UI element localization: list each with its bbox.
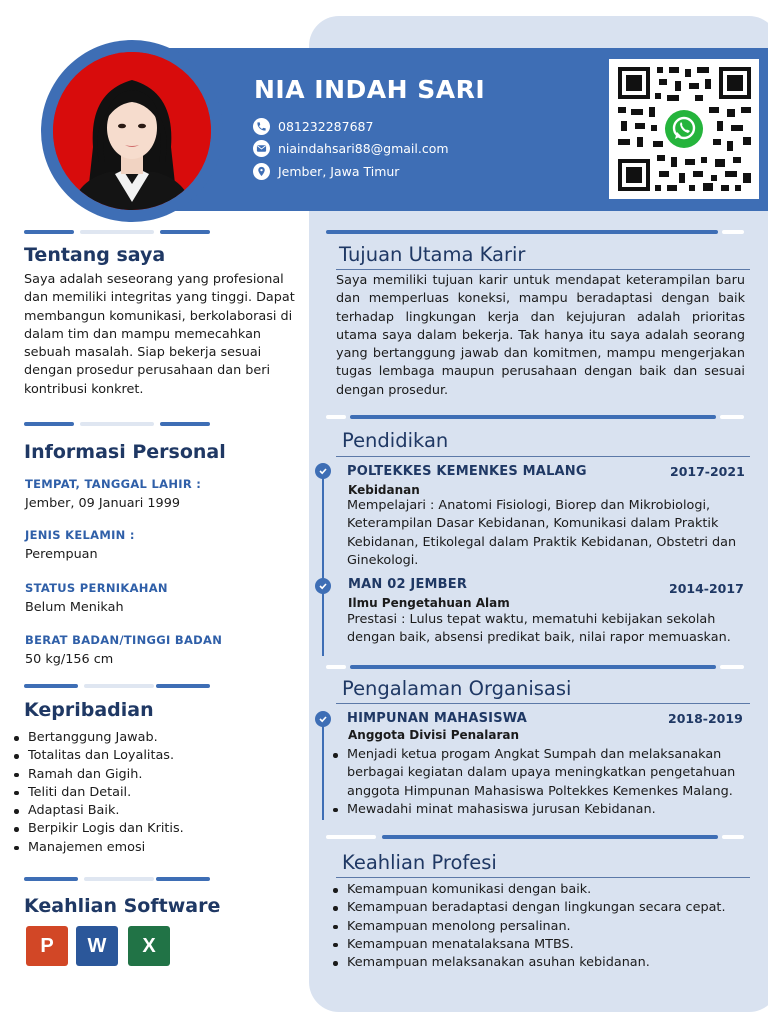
education-heading: Pendidikan [342,429,449,452]
check-circle-icon [315,463,331,479]
list-item: Kemampuan melaksanakan asuhan kebidanan. [327,954,753,972]
list-item: Manajemen emosi [10,839,184,857]
school-description: Prestasi : Lulus tepat waktu, mematuhi kebijakan sekolah dengan baik, absensi predikat baik, nilai rapor memuaskan. [347,612,731,646]
list-item: Bertanggung Jawab. [10,729,184,747]
location-pin-icon [253,163,270,180]
contact-location [253,162,399,180]
excel-letter: X [142,934,156,957]
divider-bar [24,422,74,426]
marital-status-label: STATUS PERNIKAHAN [25,581,168,595]
skills-heading: Keahlian Profesi [342,851,497,874]
email-icon [253,140,270,157]
divider-bar [326,415,346,419]
portrait-illustration [53,52,211,210]
word-letter: W [87,934,107,957]
list-item: Kemampuan menolong persalinan. [327,918,753,936]
school-description: Mempelajari : Anatomi Fisiologi, Biorep dan Mikrobiologi, Keterampilan Dasar Kebidanan, Komunikasi dalam Praktik Kebidanan, Etikolegal dalam Praktik Kebidanan, Obstetri dan Ginekologi. [347,498,737,568]
school-major: Ilmu Pengetahuan Alam [348,596,510,610]
divider-bar [156,684,210,688]
list-item: Totalitas dan Loyalitas. [10,747,184,765]
divider-bar [80,230,154,234]
list-item: Adaptasi Baik. [10,802,184,820]
divider-bar [722,230,744,234]
divider-bar [326,665,346,669]
school-name: MAN 02 JEMBER [348,577,468,592]
organization-list [327,746,753,819]
about-text: Saya adalah seseorang yang profesional dan memiliki integritas yang tinggi. Dapat membangun komunikasi, berkolaborasi di dalam tim dan mampu memecahkan sebuah masalah. Siap bekerja sesuai dengan prosedur perusahaan dan beri kontribusi konkret. [24,272,295,397]
list-item: Kemampuan beradaptasi dengan lingkungan secara cepat. [327,899,753,917]
divider-bar [84,877,154,881]
divider-bar [24,877,78,881]
divider-bar [720,665,744,669]
about-heading: Tentang saya [24,244,166,266]
list-item: Kemampuan komunikasi dengan baik. [327,881,753,899]
gender-label: JENIS KELAMIN : [25,528,135,542]
excel-icon [128,926,170,966]
organization-role: Anggota Divisi Penalaran [348,728,520,742]
school-name: POLTEKKES KEMENKES MALANG [347,464,587,479]
software-heading: Keahlian Software [24,895,221,917]
heading-underline [336,269,750,270]
phone-icon [253,118,270,135]
email-address[interactable]: niaindahsari88@gmail.com [278,140,449,156]
school-years: 2014-2017 [669,581,744,596]
contact-email [253,139,449,157]
divider-bar [156,877,210,881]
contact-phone [253,117,373,135]
weight-height-value: 50 kg/156 cm [25,652,114,667]
list-item: Menjadi ketua progam Angkat Sumpah dan melaksanakan berbagai kegiatan dalam upaya meningkatkan pengetahuan anggota Himpunan Mahasiswa Poltekkes Kemenkes Malang. [327,746,753,801]
personality-heading: Kepribadian [24,699,154,721]
birth-label: TEMPAT, TANGGAL LAHIR : [25,477,202,491]
weight-height-label: BERAT BADAN/TINGGI BADAN [25,633,223,647]
divider-bar [160,230,210,234]
divider-bar [160,422,210,426]
career-heading: Tujuan Utama Karir [339,243,526,266]
divider-bar [350,415,716,419]
birth-value: Jember, 09 Januari 1999 [25,496,180,511]
list-item: Kemampuan menatalaksana MTBS. [327,936,753,954]
list-item: Ramah dan Gigih. [10,766,184,784]
career-text: Saya memiliki tujuan karir untuk mendapat keterampilan baru dan memperluas koneksi, mampu beradaptasi dengan baik terhadap lingkungan kerja dan kejujuran adalah prioritas utama saya dalam bekerja. Tak hanya itu saya adalah seorang yang bertanggung jawab dan komitmen, mampu mengerjakan tugas lembaga maupun perusahaan dengan baik dan sesuai dengan prosedur. [336,273,745,398]
phone-number[interactable]: 081232287687 [278,118,374,134]
organization-heading: Pengalaman Organisasi [342,677,572,700]
marital-status-value: Belum Menikah [25,600,124,615]
location-text: Jember, Jawa Timur [278,163,400,179]
powerpoint-icon [26,926,68,966]
divider-bar [80,422,154,426]
qr-code-graphic [609,59,759,199]
timeline-line [322,475,324,656]
organization-name: HIMPUNAN MAHASISWA [347,711,528,726]
divider-bar [24,230,74,234]
divider-bar [722,835,744,839]
skills-list [327,881,753,972]
heading-underline [336,703,750,704]
word-icon [76,926,118,966]
list-item: Berpikir Logis dan Kritis. [10,820,184,838]
divider-bar [326,230,718,234]
powerpoint-letter: P [40,934,54,957]
person-name: NIA INDAH SARI [254,75,486,104]
school-major: Kebidanan [348,483,420,497]
list-item: Mewadahi minat mahasiswa jurusan Kebidanan. [327,801,753,819]
check-circle-icon [315,711,331,727]
personal-info-heading: Informasi Personal [24,441,226,463]
divider-bar [350,665,716,669]
heading-underline [336,456,750,457]
school-years: 2017-2021 [670,464,745,479]
profile-photo [53,52,211,210]
gender-value: Perempuan [25,547,98,562]
list-item: Teliti dan Detail. [10,784,184,802]
heading-underline [336,877,750,878]
divider-bar [382,835,718,839]
timeline-line [322,722,324,820]
qr-code-icon[interactable] [609,59,759,199]
divider-bar [24,684,78,688]
divider-bar [720,415,744,419]
personality-list [10,729,184,857]
organization-years: 2018-2019 [668,711,743,726]
whatsapp-icon [662,107,706,151]
check-circle-icon [315,578,331,594]
divider-bar [84,684,154,688]
divider-bar [326,835,376,839]
